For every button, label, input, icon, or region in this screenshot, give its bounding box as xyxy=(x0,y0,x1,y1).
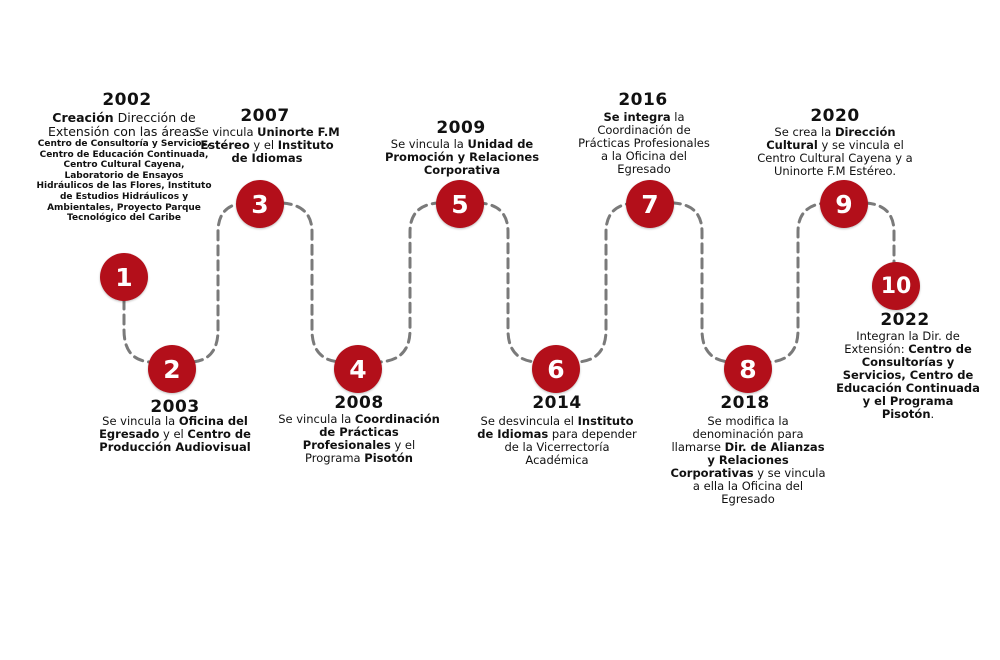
milestone-7-marker: 7 xyxy=(626,180,674,228)
milestone-9-text-run: Dirección Cultural xyxy=(766,125,896,152)
milestone-1-text-run: Dirección de Extensión con las áreas: xyxy=(48,110,200,139)
milestone-5-marker: 5 xyxy=(436,180,484,228)
milestone-6-description xyxy=(474,415,640,467)
milestone-4-text-run: Coordinación de Prácticas Profesionales xyxy=(302,412,440,452)
milestone-7-year: 2016 xyxy=(618,90,668,110)
milestone-6-text-run: para depender de la Vicerrectoría Académica xyxy=(504,427,637,467)
milestone-3-year: 2007 xyxy=(240,106,290,126)
milestone-2-marker: 2 xyxy=(148,345,196,393)
milestone-9-text-run: y se vincula el Centro Cultural Cayena y a Uninorte F.M Estéreo. xyxy=(757,138,913,178)
milestone-1-marker: 1 xyxy=(100,253,148,301)
milestone-10-text-run: Centro de Consultorías y Servicios, Centro de Educación Continuada y el Programa Pisotón xyxy=(836,342,980,421)
milestone-1-description xyxy=(36,111,212,224)
milestone-4-marker: 4 xyxy=(334,345,382,393)
milestone-5-text-run: Se vincula la xyxy=(390,137,468,151)
milestone-10-marker: 10 xyxy=(872,262,920,310)
milestone-10-text-run: . xyxy=(930,407,935,421)
milestone-2-description xyxy=(92,415,258,454)
milestone-7-text-run: Se integra xyxy=(603,110,671,124)
milestone-1-areas-list: Centro de Consultoría y Servicios, Centro de Educación Continuada, Centro Cultural Cayena, Laboratorio de Ensayos Hidráulicos de las Flores, Instituto de Estudios Hidráulicos y Ambientales, Proyecto Parque Tecnológico del Caribe xyxy=(36,139,212,224)
milestone-2-text-run: y el xyxy=(159,427,188,441)
milestone-2-text-run: Centro de Producción Audiovisual xyxy=(99,427,251,454)
milestone-4-text-run: y el Programa xyxy=(305,438,416,465)
milestone-10-description xyxy=(836,330,980,421)
milestone-1-text-run: Creación xyxy=(52,110,114,125)
milestone-5-description xyxy=(380,138,544,177)
milestone-3-text-run: y el xyxy=(249,138,278,152)
milestone-1-year: 2002 xyxy=(102,90,152,110)
milestone-2-text-run: Oficina del Egresado xyxy=(99,414,248,441)
milestone-3-text-run: Uninorte F.M Estéreo xyxy=(200,125,340,152)
milestone-6-text-run: Se desvincula el xyxy=(480,414,578,428)
milestone-6-year: 2014 xyxy=(532,393,582,413)
milestone-8-text-run: Se modifica la denominación para llamarse xyxy=(671,414,804,454)
milestone-9-description xyxy=(752,126,918,178)
milestone-4-description xyxy=(278,413,440,465)
milestone-9-marker: 9 xyxy=(820,180,868,228)
milestone-4-year: 2008 xyxy=(334,393,384,413)
milestone-3-text-run: Instituto de Idiomas xyxy=(231,138,334,165)
milestone-5-year: 2009 xyxy=(436,118,486,138)
milestone-6-text-run: Instituto de Idiomas xyxy=(477,414,634,441)
milestone-9-year: 2020 xyxy=(810,106,860,126)
milestone-8-text-run: y se vincula a ella la Oficina del Egresado xyxy=(692,466,826,506)
milestone-4-text-run: Se vincula la xyxy=(278,412,355,426)
milestone-2-year: 2003 xyxy=(150,397,200,417)
milestone-8-description xyxy=(666,415,830,506)
milestone-10-text-run: Integran la Dir. de Extensión: xyxy=(844,329,960,356)
milestone-8-text-run: Dir. de Alianzas y Relaciones Corporativas xyxy=(670,440,825,480)
milestone-3-marker: 3 xyxy=(236,180,284,228)
milestone-10-year: 2022 xyxy=(880,310,930,330)
milestone-7-text-run: la Coordinación de Prácticas Profesionales a la Oficina del Egresado xyxy=(578,110,710,176)
milestone-3-description xyxy=(194,126,340,165)
milestone-3-text-run: Se vincula xyxy=(194,125,258,139)
milestone-5-text-run: Unidad de Promoción y Relaciones Corporativa xyxy=(384,137,540,177)
milestone-7-description xyxy=(578,111,710,176)
milestone-4-text-run: Pisotón xyxy=(364,451,413,465)
milestone-6-marker: 6 xyxy=(532,345,580,393)
milestone-2-text-run: Se vincula la xyxy=(102,414,179,428)
milestone-9-text-run: Se crea la xyxy=(774,125,835,139)
milestone-8-marker: 8 xyxy=(724,345,772,393)
milestone-8-year: 2018 xyxy=(720,393,770,413)
